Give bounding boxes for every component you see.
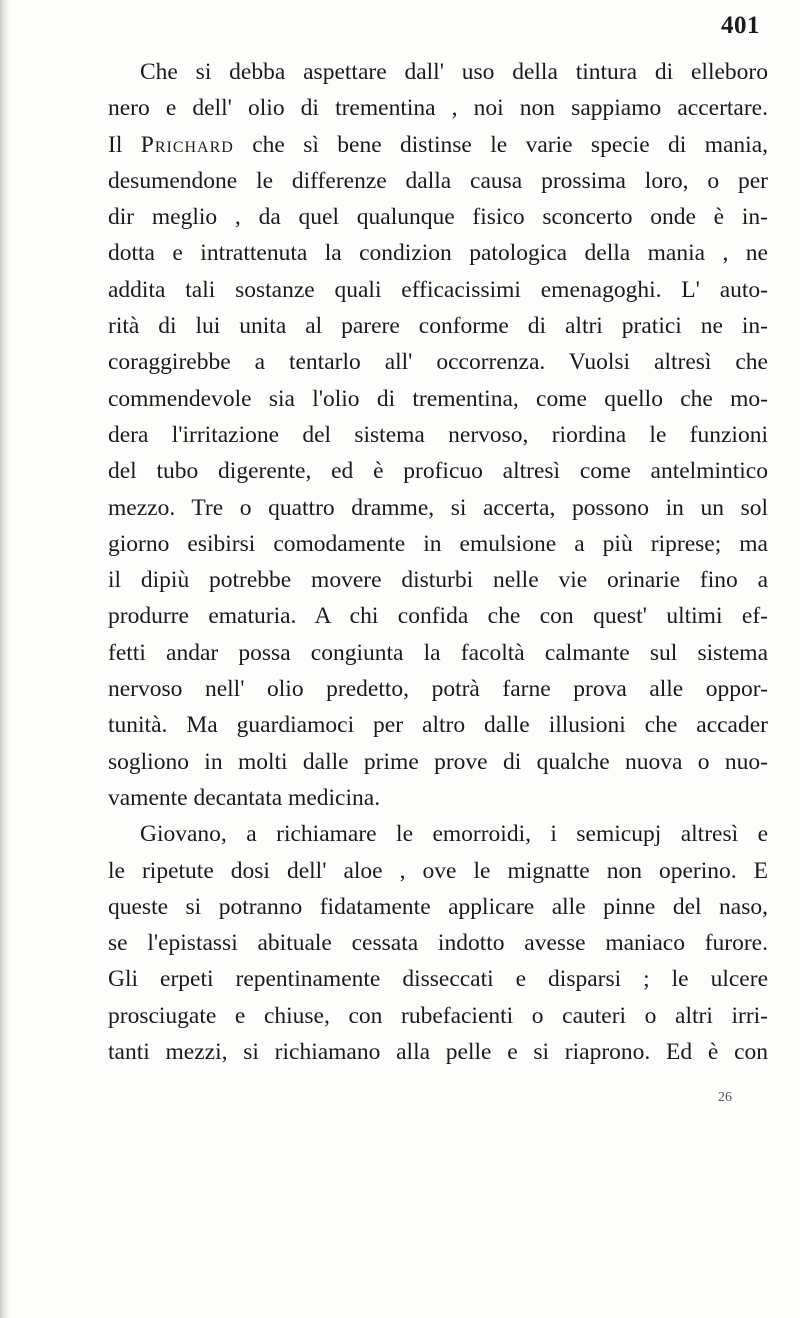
text-line: commendevole sia l'olio di trementina, come quello che mo- — [108, 385, 768, 412]
author-name: Prichard — [140, 131, 234, 158]
text-line: giorno esibirsi comodamente in emulsione a più riprese; ma — [108, 530, 768, 557]
text-line — [108, 127, 768, 163]
text-line: tanti mezzi, si richiamano alla pelle e si riaprono. Ed è con — [108, 1039, 768, 1066]
text-line: dera l'irritazione del sistema nervoso, riordina le funzioni — [108, 421, 768, 448]
text-line: mezzo. Tre o quattro dramme, si accerta, possono in un sol — [108, 494, 768, 521]
text-line: desumendone le differenze dalla causa prossima loro, o per — [108, 167, 768, 194]
body-text — [108, 54, 768, 1070]
text-line: fetti andar possa congiunta la facoltà calmante sul sistema — [108, 639, 768, 666]
text-line: addita tali sostanze quali efficacissimi emenagoghi. L' auto- — [108, 276, 768, 303]
text-fragment: che sì bene distinse le varie specie di mania, — [233, 131, 768, 158]
text-line: Gli erpeti repentinamente disseccati e disparsi ; le ulcere — [108, 966, 768, 993]
text-line: queste si potranno fidatamente applicare alle pinne del naso, — [108, 893, 768, 920]
text-line: se l'epistassi abituale cessata indotto avesse maniaco furore. — [108, 930, 768, 957]
text-line: Che si debba aspettare dall' uso della tintura di elleboro — [140, 59, 768, 85]
text-line: il dipiù potrebbe movere disturbi nelle vie orinarie fino a — [108, 567, 768, 594]
text-line: le ripetute dosi dell' aloe , ove le mignatte non operino. E — [108, 857, 768, 884]
page-gutter-shadow — [0, 0, 10, 1318]
page-number: 401 — [721, 12, 760, 39]
text-line: Giovano, a richiamare le emorroidi, i semicupj altresì e — [140, 821, 768, 848]
text-fragment: Il — [108, 131, 141, 158]
text-line: vamente decantata medicina. — [108, 784, 381, 811]
text-line: sogliono in molti dalle prime prove di qualche nuova o nuo- — [108, 748, 768, 775]
text-line: nero e dell' olio di trementina , noi non sappiamo accertare. — [108, 95, 768, 122]
text-line: dir meglio , da quel qualunque fisico sconcerto onde è in- — [108, 204, 768, 231]
text-line: tunità. Ma guardiamoci per altro dalle illusioni che accader — [108, 712, 768, 739]
text-line: rità di lui unita al parere conforme di altri pratici ne in- — [108, 313, 768, 340]
text-line: coraggirebbe a tentarlo all' occorrenza. Vuolsi altresì che — [108, 349, 768, 376]
text-line: del tubo digerente, ed è proficuo altresì come antelmintico — [108, 458, 768, 485]
text-line: dotta e intrattenuta la condizion patologica della mania , ne — [108, 240, 768, 267]
text-line: nervoso nell' olio predetto, potrà farne prova alle oppor- — [108, 676, 768, 703]
signature-mark: 26 — [718, 1090, 732, 1105]
text-line: prosciugate e chiuse, con rubefacienti o cauteri o altri irri- — [108, 1002, 768, 1029]
text-line: produrre ematuria. A chi confida che con quest' ultimi ef- — [108, 603, 768, 630]
